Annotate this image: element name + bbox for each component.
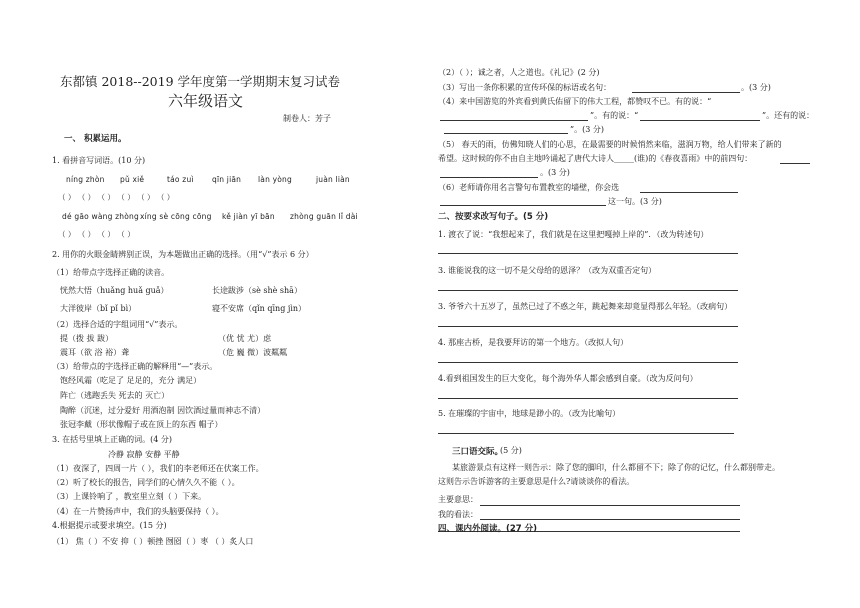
pinyin-10: zhòng guān lǐ dài xyxy=(290,212,358,221)
section-3-score: (5 分) xyxy=(500,446,522,455)
q4-item-5-score: 。(3 分) xyxy=(540,168,570,177)
q4-item-2: （2）（ ）；诚之者，人之道也。《礼记》(2 分) xyxy=(438,68,600,77)
rewrite-5-line xyxy=(438,398,738,399)
rewrite-3: 3. 爷爷六十五岁了，虽然已过了不惑之年，跳起舞来却竟显得那么年轻。（改病句） xyxy=(438,302,733,311)
q2-1-item-c: 大洋彼岸（bǐ pǐ bì） xyxy=(60,304,137,313)
q4-item-4-mid: ”。有的说：“ xyxy=(590,111,639,120)
question-2-3: （3）给带点的字选择正确的解释用“—”表示。 xyxy=(52,362,218,371)
question-3: 3. 在括号里填上正确的词。(4 分) xyxy=(52,435,173,444)
answer-blank-5b xyxy=(440,177,538,178)
q2-2-item-d: （危 巍 微）波粼粼 xyxy=(218,348,288,357)
author-line: 制卷人：芳子 xyxy=(283,114,331,123)
answer-blank-6b xyxy=(440,205,606,206)
q3-item-4: （4）在一片赞扬声中，我们的头脑要保持（ ）。 xyxy=(52,507,224,516)
q2-1-item-d: 寝不安席（qǐn qīng jìn） xyxy=(212,304,307,313)
question-2: 2. 用你的火眼金睛辨别正误，为本题做出正确的选择。（用“√”表示 6 分） xyxy=(52,250,314,259)
pinyin-7: dé gāo wàng zhòng xyxy=(62,212,139,221)
rewrite-4: 4. 那座古桥，是我要拜访的第一个地方。（改拟人句） xyxy=(438,338,629,347)
answer-blank-3 xyxy=(632,92,740,93)
rewrite-1: 1. 渡衣了说：“我想起来了，我们就是在这里把嘎掉上岸的”．（改为转述句） xyxy=(438,230,709,239)
answer-blank-6a xyxy=(640,192,738,193)
main-idea-label: 主要意思： xyxy=(438,495,478,504)
q4-item-6: （6）老师请你用名言警句布置教室的墙壁，你会选 xyxy=(438,183,620,192)
rewrite-2: 3. 谁能说我的这一切不是父母给的恩泽？（改为双重否定句） xyxy=(438,266,657,275)
q3-item-3: （3）上课铃响了 ，教室里立刻（ ）下来。 xyxy=(52,492,207,501)
q2-2-item-a: 提（拨 拔 跋） xyxy=(60,334,114,343)
pinyin-5: làn yòng xyxy=(258,175,292,184)
rewrite-1-line xyxy=(438,253,738,254)
q3-word-choices: 冷静 寂静 安静 平静 xyxy=(108,450,180,459)
q4-item-5: （5） 春天的雨，仿佛知晓人们的心思，在最需要的时候悄然来临，滋润万物，给人们带来了新的 xyxy=(438,140,782,149)
answer-blank-5a xyxy=(780,163,810,164)
q4-item-4-end: ”。还有的说： xyxy=(762,111,815,120)
answer-blank-4a xyxy=(440,120,588,121)
oral-prompt-1: 某旅游景点有这样一则告示：除了您的脚印，什么都留不下；除了你的记忆，什么都别带走。 xyxy=(452,463,780,472)
rewrite-3-line xyxy=(438,326,738,327)
q2-3-item-c: 陶醉（沉迷，过分爱好 用酒泡制 因饮酒过量而神志不清） xyxy=(60,406,266,415)
q4-item-4-score: ”。(3 分) xyxy=(570,125,604,134)
q3-item-2: （2）听了校长的报告，同学们的心情久久不能（ ）。 xyxy=(52,478,240,487)
my-view-label: 我的看法： xyxy=(438,510,478,519)
q3-item-1: （1）夜深了，四周一片（ ），我们的李老师还在伏案工作。 xyxy=(52,464,264,473)
pinyin-6: juàn liàn xyxy=(316,175,350,184)
pinyin-4: qīn jiān xyxy=(212,175,242,184)
q4-item-3-score: 。(3 分) xyxy=(741,83,771,92)
question-2-1: （1）给带点字选择正确的读音。 xyxy=(52,268,170,277)
q4-item-5-cont: 希望。这时候的你不由自主地吟诵起了唐代大诗人_____(谁)的《春夜喜雨》中的前四句： xyxy=(438,154,753,163)
main-idea-line xyxy=(480,505,740,506)
subject-title: 六年级语文 xyxy=(168,92,244,110)
q2-1-item-b: 长途跋涉（sè shè shā） xyxy=(212,286,302,295)
q4-item-3: （3）写出一条你积累的宣传环保的标语或名句： xyxy=(438,83,612,92)
pinyin-1: níng zhòn xyxy=(66,175,105,184)
my-view-line-1 xyxy=(480,519,740,520)
section-1-heading: 一、 积累运用。 xyxy=(64,134,127,144)
rewrite-2-line xyxy=(438,290,738,291)
q4-item-6-score: 这一句。(3 分) xyxy=(608,197,662,206)
q2-3-item-a: 饱经风霜（吃足了 足足的，充分 满足） xyxy=(60,376,202,385)
question-1: 1. 看拼音写词语。(10 分) xyxy=(52,156,146,165)
pinyin-8: xíng sè cōng cōng xyxy=(140,212,212,221)
answer-parens-row-1: （ ） （ ） （ ） （ ） （ ） （ ） xyxy=(58,193,175,202)
q2-2-item-b: （优 忧 尤）虑 xyxy=(218,334,272,343)
q4-item-4: （4）来中国游览的外宾看到黄氏佑留下的伟大工程，都赞叹不已。有的说：“ xyxy=(438,97,712,106)
question-4: 4.根据提示或要求填空。(15 分) xyxy=(52,521,167,530)
answer-parens-row-2: （ ） （ ） （ ） （ ） xyxy=(58,230,135,239)
rewrite-6: 5. 在璀璨的宇宙中，地球是渺小的。（改为比喻句） xyxy=(438,409,621,418)
section-3-heading: 三口语交际。 xyxy=(452,447,504,457)
q4-item-1: （1） 焦（ ）不安 抑（ ）顿挫 囫囵（ ）枣 （ ）炙人口 xyxy=(52,537,254,546)
section-4-heading: 四、课内外阅读。(27 分) xyxy=(438,524,538,534)
q2-1-item-a: 恍然大悟（huǎng huǎ guǎ） xyxy=(60,286,169,295)
oral-prompt-2: 这则告示告诉游客的主要意思是什么?请谈谈你的看法。 xyxy=(438,477,635,486)
rewrite-5: 4.看到祖国发生的巨大变化，每个海外华人都会感到自豪。（改为反问句） xyxy=(438,374,698,383)
section-2-heading: 二、按要求改写句子。(5 分) xyxy=(438,212,549,222)
pinyin-3: táo zuì xyxy=(167,175,194,184)
rewrite-6-line xyxy=(438,433,734,434)
q2-3-item-b: 阵亡（逃跑丢失 死去的 灭亡） xyxy=(60,391,170,400)
pinyin-9: kě jiàn yī bān xyxy=(222,212,275,221)
question-2-2: （2）选择合适的字组词用“√”表示。 xyxy=(52,320,183,329)
answer-blank-4b xyxy=(640,120,760,121)
answer-blank-4c xyxy=(444,133,568,134)
rewrite-4-line xyxy=(438,362,738,363)
exam-title: 东都镇 2018--2019 学年度第一学期期末复习试卷 xyxy=(60,74,341,89)
q2-2-item-c: 震耳（欲 浴 裕）聋 xyxy=(60,348,130,357)
q2-3-item-d: 张冠李戴（形状像帽子或在顶上的东西 帽子） xyxy=(60,420,223,429)
pinyin-2: pǔ xiě xyxy=(120,175,145,184)
